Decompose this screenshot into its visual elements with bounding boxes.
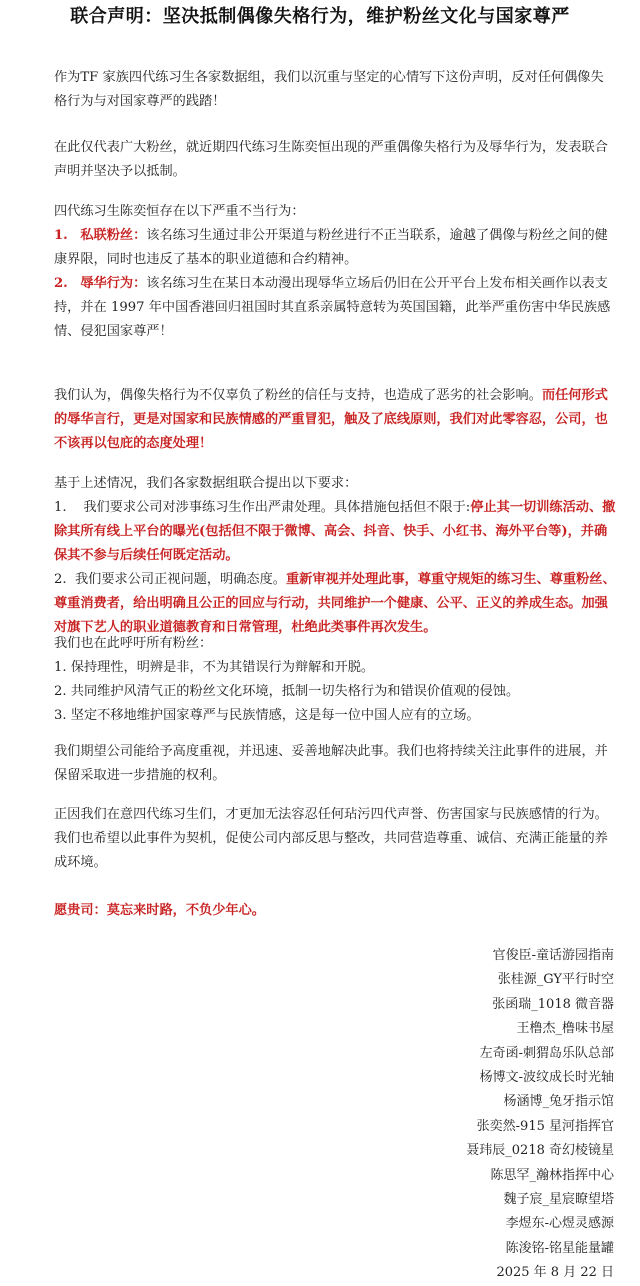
appeal-number: 1. <box>54 660 67 675</box>
opinion-bold-text: 而任何形式的辱华言行，更是对国家和民族情感的严重冒犯，触及了底线原则，我们对此零容忍，公司，也不该再以包庇的态度处理！ <box>54 388 608 451</box>
signature-entry: 陈思罕_瀚林指挥中心 <box>490 1167 614 1183</box>
behavior-label: 私联粉丝： <box>80 228 147 243</box>
demand-normal-text: 我们要求公司对涉事练习生作出严肃处理。具体措施包括但不限于: <box>83 500 471 515</box>
appeal-text: 坚定不移地维护国家尊严与民族情感，这是每一位中国人应有的立场。 <box>70 708 480 723</box>
signature-entry: 左奇函-刺猬岛乐队总部 <box>479 1045 614 1061</box>
demand-number: 1. <box>54 500 67 515</box>
appeal-number: 2. <box>54 684 67 699</box>
appeal-text: 共同维护风清气正的粉丝文化环境，抵制一切失格行为和错误价值观的侵蚀。 <box>70 684 520 699</box>
appeal-item <box>54 704 616 728</box>
appeal-heading: 我们也在此呼吁所有粉丝： <box>54 636 213 651</box>
document-date: 2025 年 8 月 22 日 <box>496 1265 614 1281</box>
signature-entry: 王橹杰_橹味书屋 <box>516 1021 614 1037</box>
signature-entry: 官俊臣-童话游园指南 <box>492 948 614 963</box>
signature-list <box>314 944 614 1286</box>
demand-normal-text: 我们要求公司正视问题，明确态度。 <box>74 572 286 587</box>
demand-bold-text: 停止其一切训练活动、撤除其所有线上平台的曝光(包括但不限于微博、高会、抖音、快手、小红书、海外平台等)，并确保其不参与后续任何既定活动。 <box>54 500 616 563</box>
behavior-item <box>54 224 616 272</box>
behavior-number: 1. <box>54 228 68 243</box>
signature-entry: 聂玮辰_0218 奇幻棱镜星 <box>466 1143 614 1159</box>
appeal-text: 保持理性，明辨是非，不为其错误行为辩解和开脱。 <box>70 660 375 675</box>
document-title: 联合声明：坚决抵制偶像失格行为，维护粉丝文化与国家尊严 <box>70 6 570 27</box>
signature-entry: 魏子宸_星宸瞭望塔 <box>503 1192 614 1208</box>
motto-line: 愿贵司：莫忘来时路，不负少年心。 <box>54 903 265 918</box>
signature-entry: 张桂源_GY平行时空 <box>497 972 614 988</box>
intro-paragraph-1: 作为TF 家族四代练习生各家数据组，我们以沉重与坚定的心情写下这份声明，反对任何偶像失格行为与对国家尊严的践踏！ <box>54 70 604 109</box>
intro-paragraph-2: 在此仅代表广大粉丝，就近期四代练习生陈奕恒出现的严重偶像失格行为及辱华行为，发表联合声明并坚决予以抵制。 <box>54 140 608 179</box>
closing-paragraph: 正因我们在意四代练习生们，才更加无法容忍任何玷污四代声誉、伤害国家与民族感情的行为。我们也希望以此事件为契机，促使公司内部反思与整改，共同营造尊重、诚信、充满正能量的养成环境。 <box>54 807 608 870</box>
behavior-item <box>54 272 616 344</box>
behavior-number: 2. <box>54 276 68 291</box>
appeal-item <box>54 680 616 704</box>
signature-entry: 陈浚铭-铭星能量罐 <box>505 1240 614 1256</box>
behavior-text: 该名练习生通过非公开渠道与粉丝进行不正当联系，逾越了偶像与粉丝之间的健康界限，同时也违反了基本的职业道德和合约精神。 <box>54 228 608 267</box>
signature-entry: 杨博文-波纹成长时光轴 <box>479 1070 614 1086</box>
demand-item <box>54 568 616 640</box>
demands-section <box>54 472 616 640</box>
signature-entry: 李煜东-心煜灵感源 <box>505 1216 614 1232</box>
demand-number: 2. <box>54 572 67 587</box>
demand-bold-text: 重新审视并处理此事，尊重守规矩的练习生、尊重粉丝、尊重消费者，给出明确且公正的回应与行动，共同维护一个健康、公平、正义的养成生态。加强对旗下艺人的职业道德教育和日常管理，杜绝此类事件再次发生。 <box>54 572 616 635</box>
signature-entry: 张奕然-915 星河指挥官 <box>476 1118 614 1134</box>
signature-entry: 张函瑞_1018 微音器 <box>492 996 614 1012</box>
behavior-label: 辱华行为： <box>80 276 147 291</box>
demands-heading: 基于上述情况，我们各家数据组联合提出以下要求： <box>54 476 358 491</box>
signature-entry: 杨涵博_兔牙指示馆 <box>503 1094 614 1110</box>
opinion-normal-text: 我们认为，偶像失格行为不仅辜负了粉丝的信任与支持，也造成了恶劣的社会影响。 <box>54 388 542 403</box>
behaviors-heading: 四代练习生陈奕恒存在以下严重不当行为： <box>54 204 305 219</box>
demand-item <box>54 496 616 568</box>
expectation-paragraph: 我们期望公司能给予高度重视，并迅速、妥善地解决此事。我们也将持续关注此事件的进展，并保留采取进一步措施的权利。 <box>54 744 608 783</box>
opinion-paragraph <box>54 384 616 456</box>
behaviors-section <box>54 200 616 344</box>
appeal-number: 3. <box>54 708 67 723</box>
appeal-section <box>54 632 616 728</box>
behavior-text: 该名练习生在某日本动漫出现辱华立场后仍旧在公开平台上发布相关画作以表支持，并在 1997 年中国香港回归祖国时其直系亲属特意转为英国国籍，此举严重伤害中华民族感情、侵犯国家尊严！ <box>54 276 611 339</box>
appeal-item <box>54 656 616 680</box>
